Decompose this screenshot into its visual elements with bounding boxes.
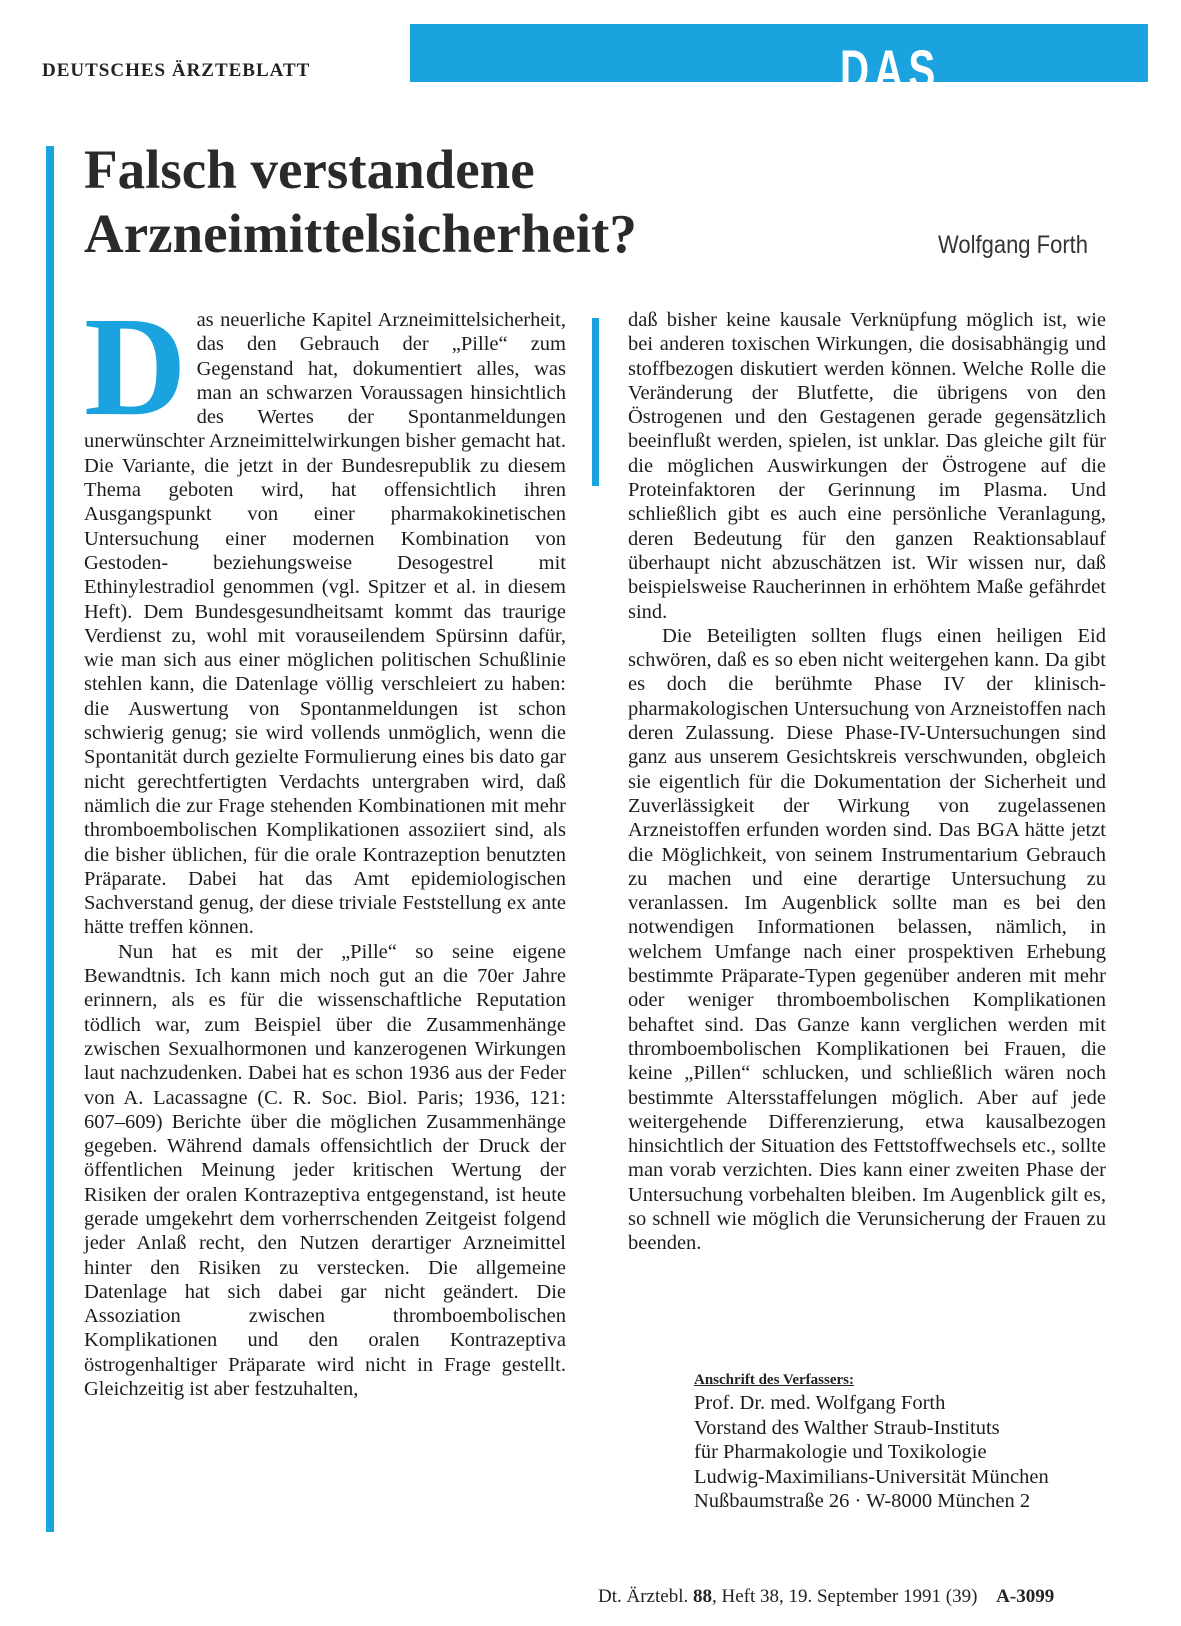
journal-name: DEUTSCHES ÄRZTEBLATT: [42, 60, 311, 81]
section-title: DAS EDITORIAL: [840, 38, 1102, 165]
title-line-1: Falsch verstandene: [84, 139, 535, 200]
paragraph: Die Beteiligten sollten flugs einen heiligen Eid schwören, daß es so eben nicht weitergehen kann. Da gibt es doch die berühmte Phase IV der klinisch-pharmakologischen Untersuchung von Arzneistoffen nach deren Zulassung. Diese Phase-IV-Untersuchungen sind ganz aus unserem Gesichtskreis verschwunden, obgleich sie eigentlich für die Dokumentation der Sicherheit und Zuverlässigkeit der Wirkung von zugelassenen Arzneistoffen erfunden worden sind. Das BGA hätte jetzt die Möglichkeit, von seinem Instrumentarium Gebrauch zu machen und eine derartige Untersuchung zu veranlassen. Im Augenblick sollte man es bei den notwendigen Informationen belassen, nämlich, in welchem Umfange nach einer prospektiven Erhebung bestimmte Präparate-Typen gegenüber anderen mit mehr oder weniger thromboembolischen Komplikationen behaftet sind. Das Ganze kann verglichen werden mit thromboembolischen Komplikationen bei Frauen, die keine „Pillen“ schlucken, und schließlich wären noch bestimmte Altersstaffelungen möglich. Aber auf jede weitergehende Differenzierung, etwa kausalbezogen hinsichtlich der Situation des Fettstoffwechsels etc., sollte man vorab verzichten. Dies kann einer zweiten Phase der Untersuchung vorbehalten bleiben. Im Augenblick gilt es, so schnell wie möglich die Verunsicherung der Frauen zu beenden.: [628, 624, 1106, 1255]
paragraph: daß bisher keine kausale Verknüpfung möglich ist, wie bei anderen toxischen Wirkungen, die dosisabhängig und stoffbezogen diskutiert werden können. Welche Rolle die Veränderung der Blutfette, die übrigens von den Östrogenen und den Gestagenen gerade gegensätzlich beeinflußt werden, spielen, ist unklar. Das gleiche gilt für die möglichen Auswirkungen der Östrogene auf die Proteinfaktoren der Gerinnung im Plasma. Und schließlich gibt es auch eine persönliche Veranlagung, deren Bedeutung für den ganzen Reaktionsablauf überhaupt nicht abzuschätzen ist. Wir wissen nur, daß beispielsweise Raucherinnen in erhöhtem Maße gefährdet sind.: [628, 309, 1106, 623]
journal-abbrev: Dt. Ärztebl.: [598, 1586, 689, 1607]
drop-cap: D: [84, 287, 187, 445]
citation-footer: [598, 1586, 1054, 1608]
page-number: A-3099: [996, 1586, 1055, 1607]
section-banner: [410, 24, 1148, 165]
column-divider-bar: [592, 318, 599, 486]
address-heading: Anschrift des Verfassers:: [694, 1372, 854, 1388]
paragraph-text: as neuerliche Kapitel Arzneimittelsicherheit, das den Gebrauch der „Pille“ zum Gegenstand hat, dokumentiert alles, was man an schwarzen Voraussagen hinsichtlich des Wertes der Spontanmeldungen unerwünschter Arzneimittelwirkungen bisher gemacht hat. Die Variante, die jetzt in der Bundesrepublik zu diesem Thema geboten wird, hat offensichtlich ihren Ausgangspunkt von einer pharmakokinetischen Untersuchung einer modernen Kombination von Gestoden- beziehungsweise Desogestrel mit Ethinylestradiol genommen (vgl. Spitzer et al. in diesem Heft). Dem Bundesgesundheitsamt kommt das traurige Verdienst zu, wohl mit vorauseilendem Spürsinn dafür, wie man sich aus einer möglichen politischen Schußlinie stehlen kann, die Datenlage völlig verschleiert zu haben: die Auswertung von Spontanmeldungen ist schon schwierig genug; sie wird vollends unmöglich, wenn die Spontanität durch gezielte Formulierung eines bis dato gar nicht gerechtfertigten Verdachts untergraben wird, daß nämlich die zur Frage stehenden Kombinationen mit mehr thromboembolischen Komplikationen assoziiert sind, als die bisher üblichen, für die orale Kontrazeption benutzten Präparate. Dabei hat das Amt epidemiologischen Sachverstand genug, der diese triviale Feststellung ex ante hätte treffen können.: [84, 309, 566, 939]
issue-info: , Heft 38, 19. September 1991 (39): [711, 1586, 978, 1607]
address-line: für Pharmakologie und Toxikologie: [694, 1441, 987, 1463]
text-column-left: [84, 287, 566, 1401]
accent-bar: [46, 146, 54, 1532]
article-title: [84, 138, 637, 266]
paragraph: Nun hat es mit der „Pille“ so seine eigene Bewandtnis. Ich kann mich noch gut an die 70er Jahre erinnern, als es für die wissenschaftliche Reputation tödlich war, zum Beispiel über die Zusammenhänge zwischen Sexualhormonen und kanzerogenen Wirkungen laut nachzudenken. Dabei hat es schon 1936 aus der Feder von A. Lacassagne (C. R. Soc. Biol. Paris; 1936, 121: 607–609) Berichte über die möglichen Zusammenhänge gegeben. Während damals offensichtlich der Druck der öffentlichen Meinung jeder kritischen Wertung der Risiken der oralen Kontrazeptiva entgegenstand, ist heute gerade umgekehrt dem vorherrschenden Zeitgeist folgend jeder Anlaß recht, den Nutzen derartiger Arzneimittel hinter den Risiken zu verstecken. Die allgemeine Datenlage hat sich dabei gar nicht geändert. Die Assoziation zwischen thromboembolischen Komplikationen und den oralen Kontrazeptiva östrogenhaltiger Präparate wird nicht in Frage gestellt. Gleichzeitig ist aber festzuhalten,: [84, 940, 566, 1401]
text-column-right: [628, 308, 1106, 1256]
author-address: [694, 1372, 1124, 1514]
address-line: Nußbaumstraße 26 · W-8000 München 2: [694, 1490, 1031, 1512]
address-line: Ludwig-Maximilians-Universität München: [694, 1465, 1049, 1488]
address-line: Vorstand des Walther Straub-Instituts: [694, 1416, 1000, 1439]
volume-number: 88: [692, 1586, 712, 1607]
author-name: Wolfgang Forth: [938, 231, 1089, 259]
address-line: Prof. Dr. med. Wolfgang Forth: [694, 1392, 946, 1414]
title-line-2: Arzneimittelsicherheit?: [84, 203, 637, 264]
paragraph: [84, 287, 566, 940]
